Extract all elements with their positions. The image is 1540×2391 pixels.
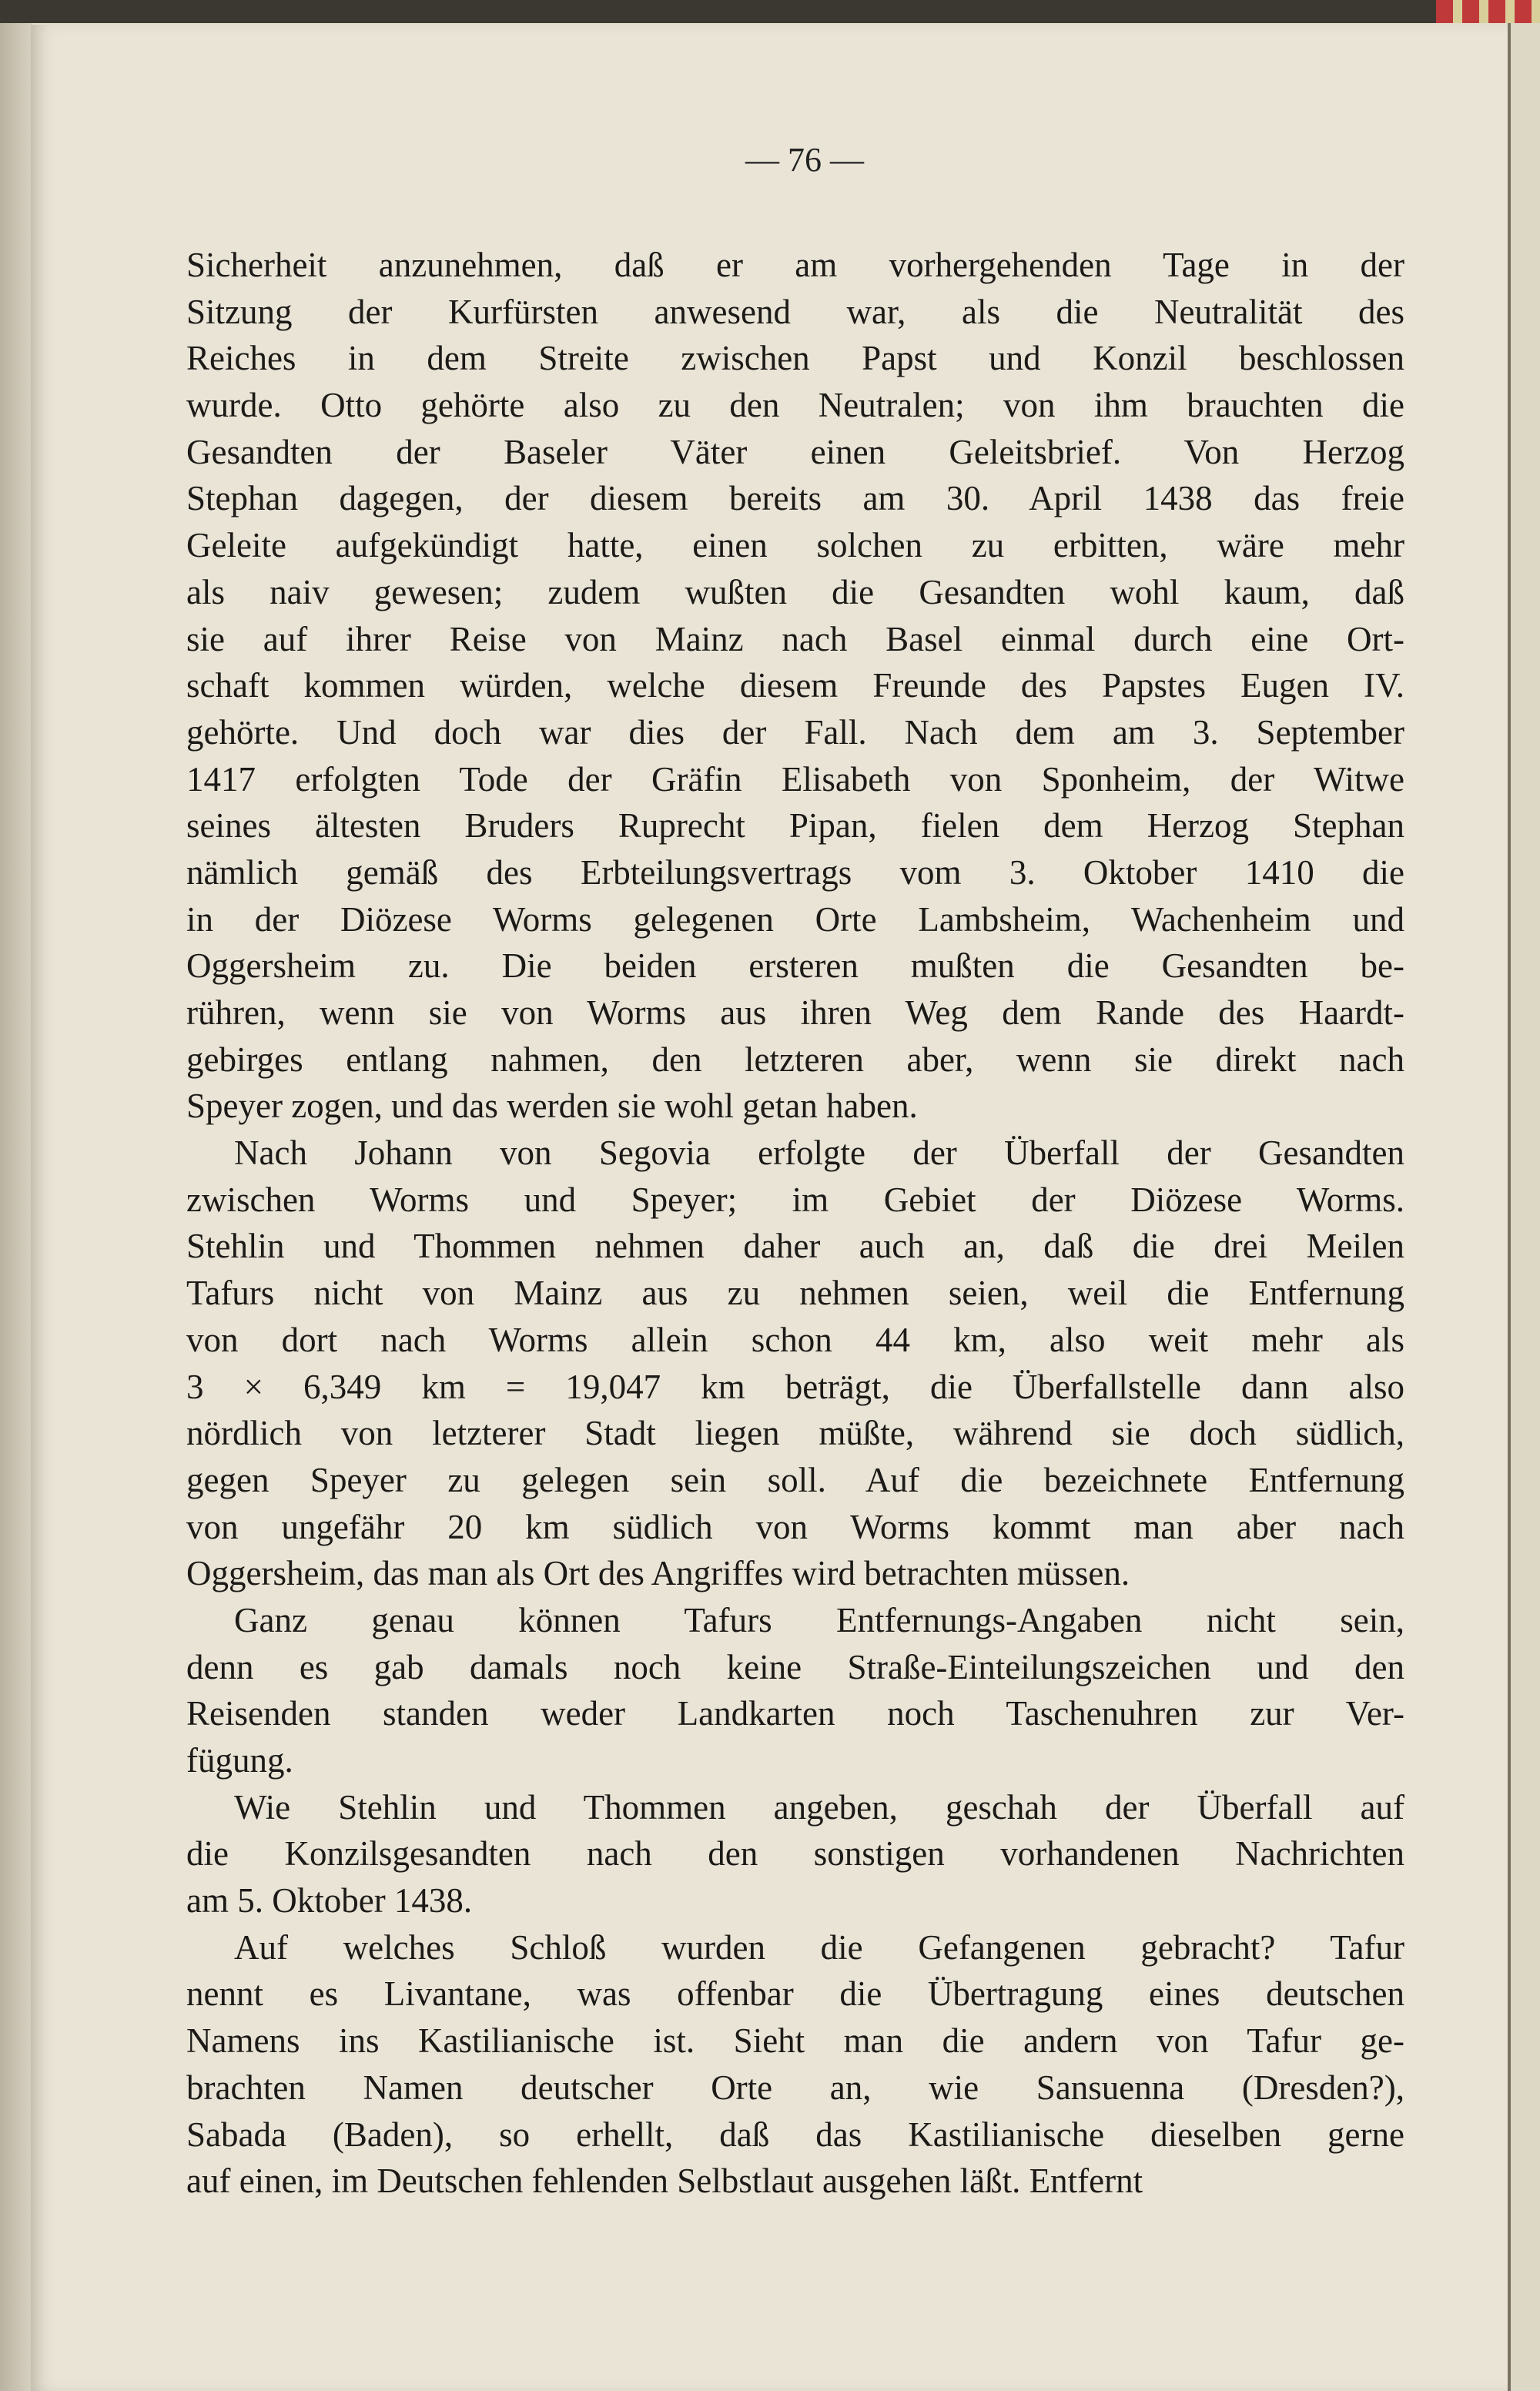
text-line: Sabada (Baden), so erhellt, daß das Kastilianische dieselben gerne — [186, 2115, 1404, 2154]
text-line: Wie Stehlin und Thommen angeben, geschah der Überfall auf — [234, 1787, 1404, 1827]
text-line: zwischen Worms und Speyer; im Gebiet der Diözese Worms. — [186, 1180, 1404, 1219]
body-text — [186, 242, 1404, 2205]
text-line: Geleite aufgekündigt hatte, einen solchen zu erbitten, wäre mehr — [186, 526, 1404, 565]
text-line: Auf welches Schloß wurden die Gefangenen gebracht? Tafur — [234, 1927, 1404, 1967]
text-line: von ungefähr 20 km südlich von Worms kommt man aber nach — [186, 1507, 1404, 1546]
text-line: nördlich von letzterer Stadt liegen müßte, während sie doch südlich, — [186, 1414, 1404, 1453]
text-line: Nach Johann von Segovia erfolgte der Überfall der Gesandten — [234, 1134, 1404, 1173]
text-line: schaft kommen würden, welche diesem Freunde des Papstes Eugen IV. — [186, 666, 1404, 705]
text-line: seines ältesten Bruders Ruprecht Pipan, fielen dem Herzog Stephan — [186, 806, 1404, 846]
book-left-edge — [0, 23, 32, 2391]
text-line: sie auf ihrer Reise von Mainz nach Basel einmal durch eine Ort- — [186, 619, 1404, 658]
text-line: Sitzung der Kurfürsten anwesend war, als die Neutralität des — [186, 292, 1404, 331]
text-line: fügung. — [186, 1741, 293, 1780]
book-right-edge — [1508, 23, 1540, 2391]
text-line: von dort nach Worms allein schon 44 km, also weit mehr als — [186, 1320, 1404, 1359]
text-line: Gesandten der Baseler Väter einen Geleitsbrief. Von Herzog — [186, 432, 1404, 471]
text-line: Sicherheit anzunehmen, daß er am vorhergehenden Tage in der — [186, 246, 1404, 284]
text-line: 1417 erfolgten Tode der Gräfin Elisabeth von Sponheim, der Witwe — [186, 759, 1404, 799]
text-line: Reiches in dem Streite zwischen Papst und Konzil beschlossen — [186, 339, 1404, 378]
text-line: rühren, wenn sie von Worms aus ihren Weg dem Rande des Haardt- — [186, 993, 1404, 1032]
text-line: die Konzilsgesandten nach den sonstigen vorhandenen Nachrichten — [186, 1834, 1404, 1874]
text-line: Oggersheim zu. Die beiden ersteren mußten die Gesandten be- — [186, 946, 1404, 986]
bookmark-ribbon — [1436, 0, 1540, 23]
text-line: Oggersheim, das man als Ort des Angriffes wird betrachten müssen. — [186, 1554, 1130, 1593]
text-line: gehörte. Und doch war dies der Fall. Nach dem am 3. September — [186, 712, 1404, 752]
text-line: gebirges entlang nahmen, den letzteren aber, wenn sie direkt nach — [186, 1040, 1404, 1079]
text-line: auf einen, im Deutschen fehlenden Selbstlaut ausgehen läßt. Entfernt — [186, 2162, 1143, 2201]
text-line: brachten Namen deutscher Orte an, wie Sansuenna (Dresden?), — [186, 2068, 1404, 2107]
text-line: nennt es Livantane, was offenbar die Übertragung eines deutschen — [186, 1974, 1404, 2014]
text-line: 3 × 6,349 km = 19,047 km beträgt, die Überfallstelle dann also — [186, 1367, 1404, 1406]
text-line: Speyer zogen, und das werden sie wohl getan haben. — [186, 1087, 918, 1126]
text-line: am 5. Oktober 1438. — [186, 1881, 473, 1921]
text-line: Tafurs nicht von Mainz aus zu nehmen seien, weil die Entfernung — [186, 1274, 1404, 1313]
text-line: als naiv gewesen; zudem wußten die Gesandten wohl kaum, daß — [186, 572, 1404, 611]
text-line: Reisenden standen weder Landkarten noch Taschenuhren zur Ver- — [186, 1694, 1404, 1733]
text-line: Ganz genau können Tafurs Entfernungs-Angaben nicht sein, — [234, 1600, 1404, 1639]
text-line: nämlich gemäß des Erbteilungsvertrags vom 3. Oktober 1410 die — [186, 852, 1404, 892]
book-top-edge — [0, 0, 1540, 23]
text-line: Stehlin und Thommen nehmen daher auch an, daß die drei Meilen — [186, 1227, 1404, 1266]
page-number: — 76 — — [745, 141, 864, 179]
text-line: denn es gab damals noch keine Straße-Einteilungszeichen und den — [186, 1647, 1404, 1686]
text-line: Namens ins Kastilianische ist. Sieht man die andern von Tafur ge- — [186, 2021, 1404, 2061]
text-line: wurde. Otto gehörte also zu den Neutralen; von ihm brauchten die — [186, 386, 1404, 425]
text-line: gegen Speyer zu gelegen sein soll. Auf die bezeichnete Entfernung — [186, 1460, 1404, 1499]
text-line: in der Diözese Worms gelegenen Orte Lambsheim, Wachenheim und — [186, 899, 1404, 939]
text-line: Stephan dagegen, der diesem bereits am 30. April 1438 das freie — [186, 479, 1404, 518]
